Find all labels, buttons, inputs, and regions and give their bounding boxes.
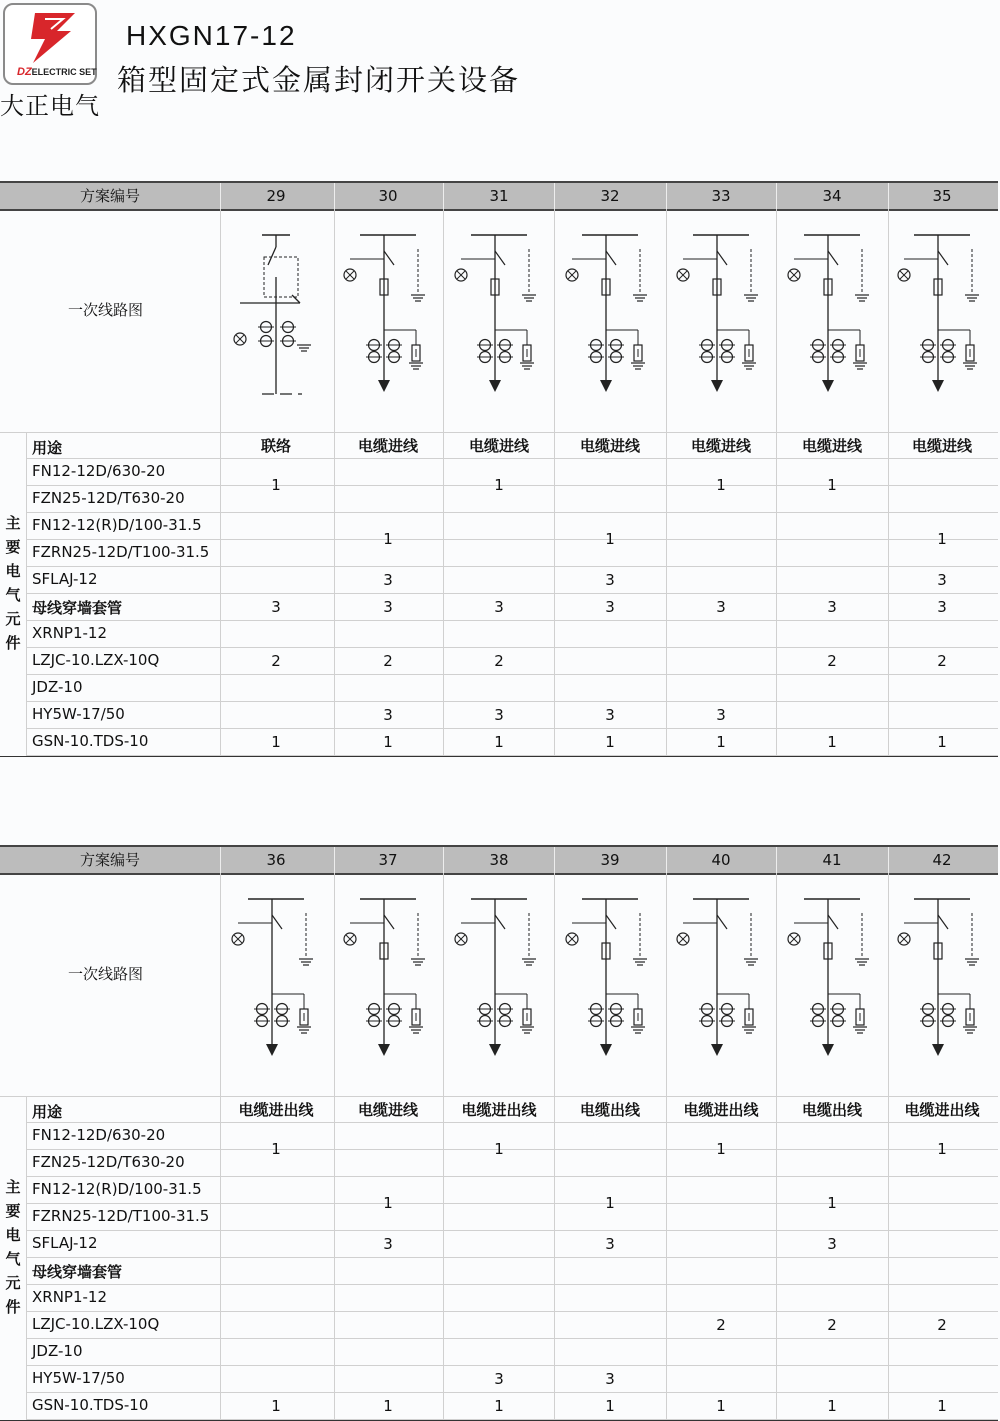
purpose-value: 电缆进线 bbox=[579, 437, 640, 455]
single-line-diagram bbox=[677, 235, 758, 392]
single-line-diagram bbox=[898, 235, 979, 392]
single-line-diagram bbox=[677, 899, 758, 1056]
row-divider bbox=[0, 432, 998, 433]
component-quantity: 1 bbox=[716, 732, 726, 751]
component-name: XRNP1-12 bbox=[32, 1288, 108, 1306]
main-components-char: 气 bbox=[5, 586, 21, 604]
purpose-value: 电缆进出线 bbox=[904, 1101, 980, 1119]
component-quantity: 3 bbox=[937, 570, 947, 589]
component-quantity: 3 bbox=[827, 597, 837, 616]
scheme-number: 36 bbox=[266, 851, 286, 869]
component-quantity: 1 bbox=[827, 732, 837, 751]
component-quantity: 1 bbox=[383, 530, 393, 548]
row-divider bbox=[26, 674, 998, 675]
column-separator bbox=[334, 1097, 335, 1419]
component-name: LZJC-10.LZX-10Q bbox=[32, 1315, 160, 1333]
main-components-char: 件 bbox=[5, 634, 21, 652]
single-line-diagram bbox=[566, 235, 647, 392]
scheme-number: 41 bbox=[822, 851, 842, 869]
main-components-char: 元 bbox=[5, 1274, 21, 1292]
column-separator bbox=[220, 183, 221, 209]
single-line-diagram bbox=[232, 899, 313, 1056]
component-quantity: 1 bbox=[494, 732, 504, 751]
purpose-value: 电缆进出线 bbox=[461, 1101, 537, 1119]
column-separator bbox=[220, 847, 221, 873]
diagram-row bbox=[0, 209, 998, 433]
row-divider bbox=[26, 458, 998, 459]
component-quantity: 1 bbox=[827, 476, 837, 494]
component-name: LZJC-10.LZX-10Q bbox=[32, 651, 160, 669]
column-separator bbox=[888, 433, 889, 755]
component-name: JDZ-10 bbox=[32, 1342, 83, 1360]
component-quantity: 3 bbox=[494, 705, 504, 724]
main-components-label bbox=[4, 1175, 22, 1319]
row-divider bbox=[26, 1176, 998, 1177]
component-quantity: 1 bbox=[827, 1194, 837, 1212]
column-separator bbox=[666, 183, 667, 209]
purpose-value: 电缆进线 bbox=[468, 437, 529, 455]
single-line-diagram bbox=[898, 899, 979, 1056]
component-name: FN12-12(R)D/100-31.5 bbox=[32, 516, 202, 534]
single-line-diagram bbox=[455, 899, 536, 1056]
row-divider bbox=[26, 539, 998, 540]
component-name: SFLAJ-12 bbox=[32, 1234, 98, 1252]
row-divider bbox=[26, 647, 998, 648]
component-quantity: 1 bbox=[271, 1396, 281, 1415]
column-separator bbox=[443, 847, 444, 873]
row-divider bbox=[26, 701, 998, 702]
scheme-number-label: 方案编号 bbox=[79, 851, 140, 869]
column-separator bbox=[888, 1097, 889, 1419]
column-separator bbox=[776, 1097, 777, 1419]
purpose-value: 电缆进线 bbox=[801, 437, 862, 455]
component-name: FZN25-12D/T630-20 bbox=[32, 489, 185, 507]
main-components-char: 元 bbox=[5, 610, 21, 628]
main-components-char: 要 bbox=[5, 538, 21, 556]
column-separator bbox=[554, 1097, 555, 1419]
component-quantity: 2 bbox=[827, 651, 837, 670]
row-divider bbox=[26, 1284, 998, 1285]
component-quantity: 3 bbox=[605, 705, 615, 724]
scheme-number-row bbox=[0, 845, 998, 875]
main-components-char: 要 bbox=[5, 1202, 21, 1220]
row-divider bbox=[26, 593, 998, 594]
main-components-char: 主 bbox=[5, 1178, 21, 1196]
component-quantity: 1 bbox=[605, 1396, 615, 1415]
purpose-value: 电缆进线 bbox=[911, 437, 972, 455]
component-name: FZRN25-12D/T100-31.5 bbox=[32, 543, 210, 561]
component-quantity: 1 bbox=[383, 1396, 393, 1415]
component-quantity: 1 bbox=[937, 530, 947, 548]
column-separator bbox=[554, 433, 555, 755]
purpose-value: 电缆出线 bbox=[579, 1101, 640, 1119]
component-quantity: 1 bbox=[271, 1140, 281, 1158]
component-quantity: 1 bbox=[271, 476, 281, 494]
column-separator bbox=[776, 183, 777, 209]
component-quantity: 3 bbox=[383, 1234, 393, 1253]
column-separator bbox=[666, 1097, 667, 1419]
component-quantity: 3 bbox=[827, 1234, 837, 1253]
component-quantity: 3 bbox=[605, 1369, 615, 1388]
column-separator bbox=[554, 183, 555, 209]
row-divider bbox=[26, 1203, 998, 1204]
single-line-diagram bbox=[344, 235, 425, 392]
component-name: JDZ-10 bbox=[32, 678, 83, 696]
row-divider bbox=[26, 1122, 998, 1123]
column-separator bbox=[334, 183, 335, 209]
component-quantity: 2 bbox=[383, 651, 393, 670]
component-name: GSN-10.TDS-10 bbox=[32, 732, 149, 750]
component-quantity: 3 bbox=[605, 1234, 615, 1253]
component-quantity: 2 bbox=[494, 651, 504, 670]
column-separator bbox=[220, 433, 221, 755]
component-quantity: 1 bbox=[716, 1396, 726, 1415]
main-components-char: 气 bbox=[5, 1250, 21, 1268]
row-divider bbox=[26, 1365, 998, 1366]
column-separator bbox=[443, 183, 444, 209]
component-quantity: 3 bbox=[383, 705, 393, 724]
component-name: XRNP1-12 bbox=[32, 624, 108, 642]
component-name: 母线穿墙套管 bbox=[32, 599, 123, 617]
scheme-number: 31 bbox=[489, 187, 509, 205]
scheme-number: 32 bbox=[600, 187, 620, 205]
row-divider bbox=[26, 566, 998, 567]
purpose-label: 用途 bbox=[32, 439, 63, 457]
main-components-char: 电 bbox=[5, 1226, 21, 1244]
single-line-diagram bbox=[234, 235, 311, 394]
main-components-char: 电 bbox=[5, 562, 21, 580]
logo-text: DZELECTRIC SET bbox=[17, 66, 97, 78]
model-title: HXGN17-12 bbox=[126, 20, 297, 51]
component-quantity: 3 bbox=[383, 570, 393, 589]
column-separator bbox=[776, 847, 777, 873]
single-line-diagram bbox=[788, 899, 869, 1056]
component-quantity: 1 bbox=[271, 732, 281, 751]
component-quantity: 1 bbox=[494, 1140, 504, 1158]
purpose-label: 用途 bbox=[32, 1103, 63, 1121]
component-name: SFLAJ-12 bbox=[32, 570, 98, 588]
scheme-number: 29 bbox=[266, 187, 286, 205]
company-logo bbox=[3, 3, 97, 85]
component-quantity: 1 bbox=[716, 1140, 726, 1158]
component-quantity: 3 bbox=[494, 597, 504, 616]
scheme-number: 38 bbox=[489, 851, 509, 869]
component-quantity: 1 bbox=[716, 476, 726, 494]
scheme-number: 35 bbox=[932, 187, 952, 205]
component-name: FN12-12(R)D/100-31.5 bbox=[32, 1180, 202, 1198]
component-quantity: 1 bbox=[605, 732, 615, 751]
column-separator bbox=[666, 847, 667, 873]
purpose-value: 联络 bbox=[260, 437, 291, 455]
row-divider bbox=[26, 1311, 998, 1312]
component-quantity: 2 bbox=[827, 1315, 837, 1334]
column-separator bbox=[26, 1097, 27, 1419]
component-quantity: 3 bbox=[383, 597, 393, 616]
scheme-number-label: 方案编号 bbox=[79, 187, 140, 205]
scheme-table-2 bbox=[0, 845, 1000, 1417]
component-quantity: 2 bbox=[716, 1315, 726, 1334]
column-separator bbox=[888, 847, 889, 873]
component-quantity: 1 bbox=[937, 1396, 947, 1415]
column-separator bbox=[334, 847, 335, 873]
company-name: 大正电气 bbox=[0, 92, 100, 120]
column-separator bbox=[776, 433, 777, 755]
component-quantity: 3 bbox=[271, 597, 281, 616]
component-name: HY5W-17/50 bbox=[32, 1369, 125, 1387]
purpose-value: 电缆进线 bbox=[357, 1101, 418, 1119]
component-name: FN12-12D/630-20 bbox=[32, 1126, 166, 1144]
component-quantity: 3 bbox=[605, 597, 615, 616]
component-quantity: 3 bbox=[494, 1369, 504, 1388]
component-quantity: 2 bbox=[937, 1315, 947, 1334]
single-line-diagrams bbox=[0, 209, 998, 433]
component-quantity: 1 bbox=[827, 1396, 837, 1415]
row-divider bbox=[0, 1096, 998, 1097]
scheme-number: 37 bbox=[378, 851, 398, 869]
single-line-diagram bbox=[566, 899, 647, 1056]
product-title: 箱型固定式金属封闭开关设备 bbox=[117, 63, 521, 97]
single-line-diagrams bbox=[0, 873, 998, 1097]
row-divider bbox=[26, 1392, 998, 1393]
component-quantity: 1 bbox=[383, 732, 393, 751]
scheme-table-1 bbox=[0, 181, 1000, 756]
scheme-number: 42 bbox=[932, 851, 952, 869]
row-divider bbox=[26, 512, 998, 513]
row-divider bbox=[26, 1257, 998, 1258]
component-quantity: 1 bbox=[605, 530, 615, 548]
column-separator bbox=[334, 433, 335, 755]
column-separator bbox=[220, 1097, 221, 1419]
component-name: 母线穿墙套管 bbox=[32, 1263, 123, 1281]
component-name: FN12-12D/630-20 bbox=[32, 462, 166, 480]
component-name: GSN-10.TDS-10 bbox=[32, 1396, 149, 1414]
purpose-value: 电缆进线 bbox=[357, 437, 418, 455]
component-quantity: 2 bbox=[937, 651, 947, 670]
single-line-diagram bbox=[788, 235, 869, 392]
diagram-label: 一次线路图 bbox=[68, 301, 144, 319]
column-separator bbox=[443, 1097, 444, 1419]
component-quantity: 2 bbox=[271, 651, 281, 670]
component-name: FZRN25-12D/T100-31.5 bbox=[32, 1207, 210, 1225]
component-quantity: 1 bbox=[937, 1140, 947, 1158]
column-separator bbox=[26, 433, 27, 755]
main-components-label bbox=[4, 511, 22, 655]
scheme-number: 40 bbox=[711, 851, 731, 869]
component-quantity: 1 bbox=[605, 1194, 615, 1212]
row-divider bbox=[26, 1338, 998, 1339]
component-quantity: 1 bbox=[494, 1396, 504, 1415]
purpose-value: 电缆进出线 bbox=[683, 1101, 759, 1119]
column-separator bbox=[888, 183, 889, 209]
row-divider bbox=[26, 620, 998, 621]
row-divider bbox=[26, 1230, 998, 1231]
scheme-number: 30 bbox=[378, 187, 398, 205]
component-name: FZN25-12D/T630-20 bbox=[32, 1153, 185, 1171]
component-quantity: 1 bbox=[494, 476, 504, 494]
single-line-diagram bbox=[344, 899, 425, 1056]
purpose-value: 电缆进线 bbox=[690, 437, 751, 455]
column-separator bbox=[443, 433, 444, 755]
component-quantity: 3 bbox=[716, 705, 726, 724]
component-quantity: 3 bbox=[716, 597, 726, 616]
component-quantity: 1 bbox=[383, 1194, 393, 1212]
column-separator bbox=[666, 433, 667, 755]
scheme-number: 39 bbox=[600, 851, 620, 869]
component-quantity: 3 bbox=[605, 570, 615, 589]
diagram-row bbox=[0, 873, 998, 1097]
component-name: HY5W-17/50 bbox=[32, 705, 125, 723]
purpose-value: 电缆进出线 bbox=[238, 1101, 314, 1119]
scheme-number-row bbox=[0, 181, 998, 211]
scheme-number: 34 bbox=[822, 187, 842, 205]
row-divider bbox=[26, 728, 998, 729]
table-bottom-rule bbox=[0, 756, 998, 757]
main-components-char: 主 bbox=[5, 514, 21, 532]
component-quantity: 3 bbox=[937, 597, 947, 616]
scheme-number: 33 bbox=[711, 187, 731, 205]
main-components-char: 件 bbox=[5, 1298, 21, 1316]
single-line-diagram bbox=[455, 235, 536, 392]
diagram-label: 一次线路图 bbox=[68, 965, 144, 983]
purpose-value: 电缆出线 bbox=[801, 1101, 862, 1119]
column-separator bbox=[554, 847, 555, 873]
component-quantity: 1 bbox=[937, 732, 947, 751]
